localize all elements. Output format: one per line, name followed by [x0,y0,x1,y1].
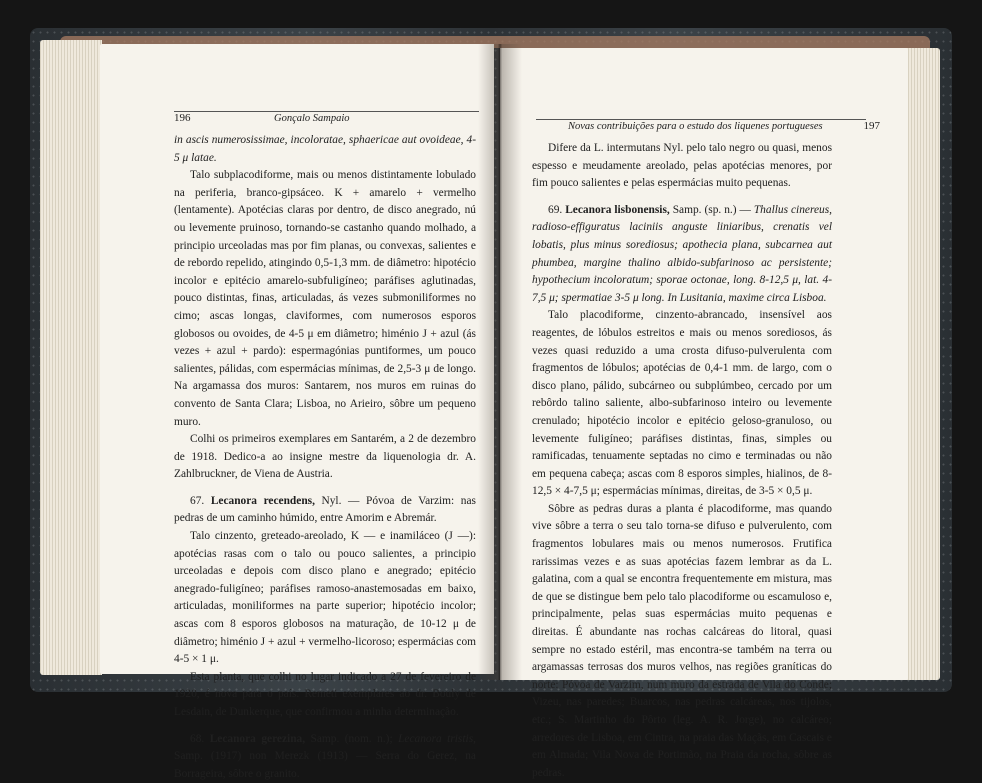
species-citation-cont: Samp. (1917) non Merezk (1913) — Serra do Gerez, na Borrageira, sôbre o granito. [174,750,476,780]
paragraph-text: Talo subplacodiforme, mais ou menos distintamente lobulado na periferia, branco-gipsáceo. K + amarelo + vermelho (lentamente). Apotécias claras por dentro, de disco anegrado, nú ou levemente pruinoso, tornando-se castanho quando molhado, a principio urceoladas mas por fim planas, ou convexas, salientes e de rebordo repelido, atingindo 0,5-1,3 mm. de diâmetro: hipotécio incolor e epitécio amarelo-subfuligíneo; paráfises aglutinadas, pouco distintas, finas, articuladas, ás vezes submoniliformes no cimo; ascas longas, claviformes, com numerosos esporos globosos ou ovoides, de 4-5 μ em diâmetro; himénio J + azul (ás vezes + azul + pardo): espermagónias puntiformes, um pouco salientes, pálidas, com espermácias mínimas, de 2,5-3 μ de longo. Na argamassa dos muros: Santarem, nos muros em ruinas do convento de Santa Clara; Lisboa, no Arieiro, sôbre um pequeno muro. [174,169,476,428]
paragraph-text: Talo placodiforme, cinzento-abrancado, insensível aos reagentes, de lóbulos estreitos e mais ou menos sorediosos, ás vezes quasi reduzido a uma crosta difuso-pulverulenta com fragmentos de lóbulos; apotécias de 0,4-1 mm. de largo, com o disco plano, pálido, subcárneo ou subplúmbeo, cercado por um rebôrdo talino saliente, albo-subfarinoso inteiro ou levemente crenulado; hipotécio incolor e epitécio geloso-granuloso, ou levemente fuligíneo; paráfises distintas, finas, simples ou ramificadas, tenuamente septadas no cimo e terminadas ou não em pequena cabeça; ascas com 8 esporos simples, hialinos, de 8-12,5 × 4-7,5 μ; espermácias mínimas, direitas, de 3-5 × 0,5 μ. [532,309,832,498]
species-name: Lecanora gerezina, [209,732,306,745]
paragraph [174,167,476,431]
paragraph [174,528,476,669]
right-page-number: 197 [863,120,880,132]
latin-diagnosis [174,132,476,167]
species-entry [532,202,832,308]
left-page [100,44,494,780]
species-entry [174,493,476,528]
left-page-text [174,132,476,783]
right-running-title: Novas contribuições para o estudo dos liquenes portugueses [568,121,823,132]
left-page-number: 196 [174,112,191,124]
paragraph [174,431,476,484]
left-page-edges [40,40,102,675]
right-running-head [536,118,880,132]
paragraph-text: Colhi os primeiros exemplares em Santarém, a 2 de dezembro de 1918. Dedico-a ao insigne mestre da liquenologia dr. A. Zahlbruckner, de Viena de Austria. [174,433,476,481]
right-page [500,48,908,779]
paragraph-text: Talo cinzento, greteado-areolado, K — e inamiláceo (J —): apotécias rasas com o talo ou pouco salientes, a principio urceoladas e depois com disco plano e anegrado; epitécio anegrado-fuligíneo; paráfises ramoso-anastemosadas em baixo, articuladas, moniliformes na parte superior; hipotécio incolor; ascas com 8 esporos globosos na maturação, de 10-12 μ de diâmetro; himénio J + azul + vermelho-licoroso; espermácias com 4-5 × 1 μ. [174,530,476,666]
species-citation: Nyl. — Póvoa de Varzim: nas pedras de um caminho húmido, entre Amorim e Abremár. [174,494,476,525]
paragraph [532,307,832,501]
species-number: 69. [548,203,566,216]
left-running-title: Gonçalo Sampaio [274,113,350,124]
species-latin: Lecanora tristis, [398,732,476,745]
paragraph-text: Sôbre as pedras duras a planta é placodiforme, mas quando vive sôbre a terra o seu talo torna-se difuso e pulverulento, com fragmentos lobulares mais ou menos numerosos. Frutifica rarissimas vezes e as suas apotécias fazem lembrar as da L. galatina, com a qual se encontra frequentemente em mistura, mas de que se distingue bem pelo talo placodiforme ou escamuloso e, principalmente, pelas suas espermácias muito pequenas e direitas. É abundante nas rochas calcáreas do litoral, quasi sempre no estado estéril, mas encontra-se também na terra ou argamassas terrosas dos muros velhos, nas regiões graníticas do norte: Póvoa de Varzim, num muro da estrada de Vila do Conde; Vizeu, nas paredes; Buarcos, nas pedras calcáreas, nos tijolos, etc.; S. Martinho do Pôrto (leg. A. R. Jorge), no calcáreo; arredores de Lisboa, em Cintra, na praia das Maçãs, em Cascais e em Almada; Vila Nova de Portimão, na Praia da rocha, sôbre as pedras. [532,502,832,779]
paragraph [174,669,476,722]
paragraph-text: Esta planta, que colhi no lugar indicado a 27 de fevereiro de 1920, é nova para o país. Remeti exemplares ao dr. Bouly de Lesdain, de Dunkerque, que confirmou a minha determinação. [174,670,476,718]
species-latin: Thallus cinereus, radioso-effiguratus laciniis anguste liniaribus, crenatis vel lobatis, plus minus sorediosus; apothecia plana, subcarnea aut phumbea, margine thalino albido-subfarinoso ac persistente; hypothecium incoloratum; sporae octonae, long. 8-12,5 μ, lat. 4-7,5 μ; spermatiae 3-5 μ long. In Lusitania, maxime circa Lisboa. [532,203,832,304]
left-running-head [174,110,479,124]
species-citation: Samp. (sp. n.) — [669,203,754,216]
species-number: 68. [190,732,210,745]
species-number: 67. [190,494,211,507]
paragraph [532,501,832,783]
paragraph [532,140,832,193]
right-page-text [532,140,832,782]
species-citation: Samp. (nom. n.); [305,732,399,745]
species-name: Lecanora lisbonensis, [565,203,670,216]
species-name: Lecanora recendens, [210,494,315,507]
species-entry [174,731,476,783]
paragraph-text: in ascis numerosissimae, incoloratae, sphaericae aut ovoideae, 4-5 μ latae. [174,134,476,164]
paragraph-text: Difere da L. intermutans Nyl. pelo talo negro ou quasi, menos espesso e meudamente areolado, pelas apotécias menores, por fim pouco salientes e pelas espermácias muito pequenas. [532,142,832,190]
